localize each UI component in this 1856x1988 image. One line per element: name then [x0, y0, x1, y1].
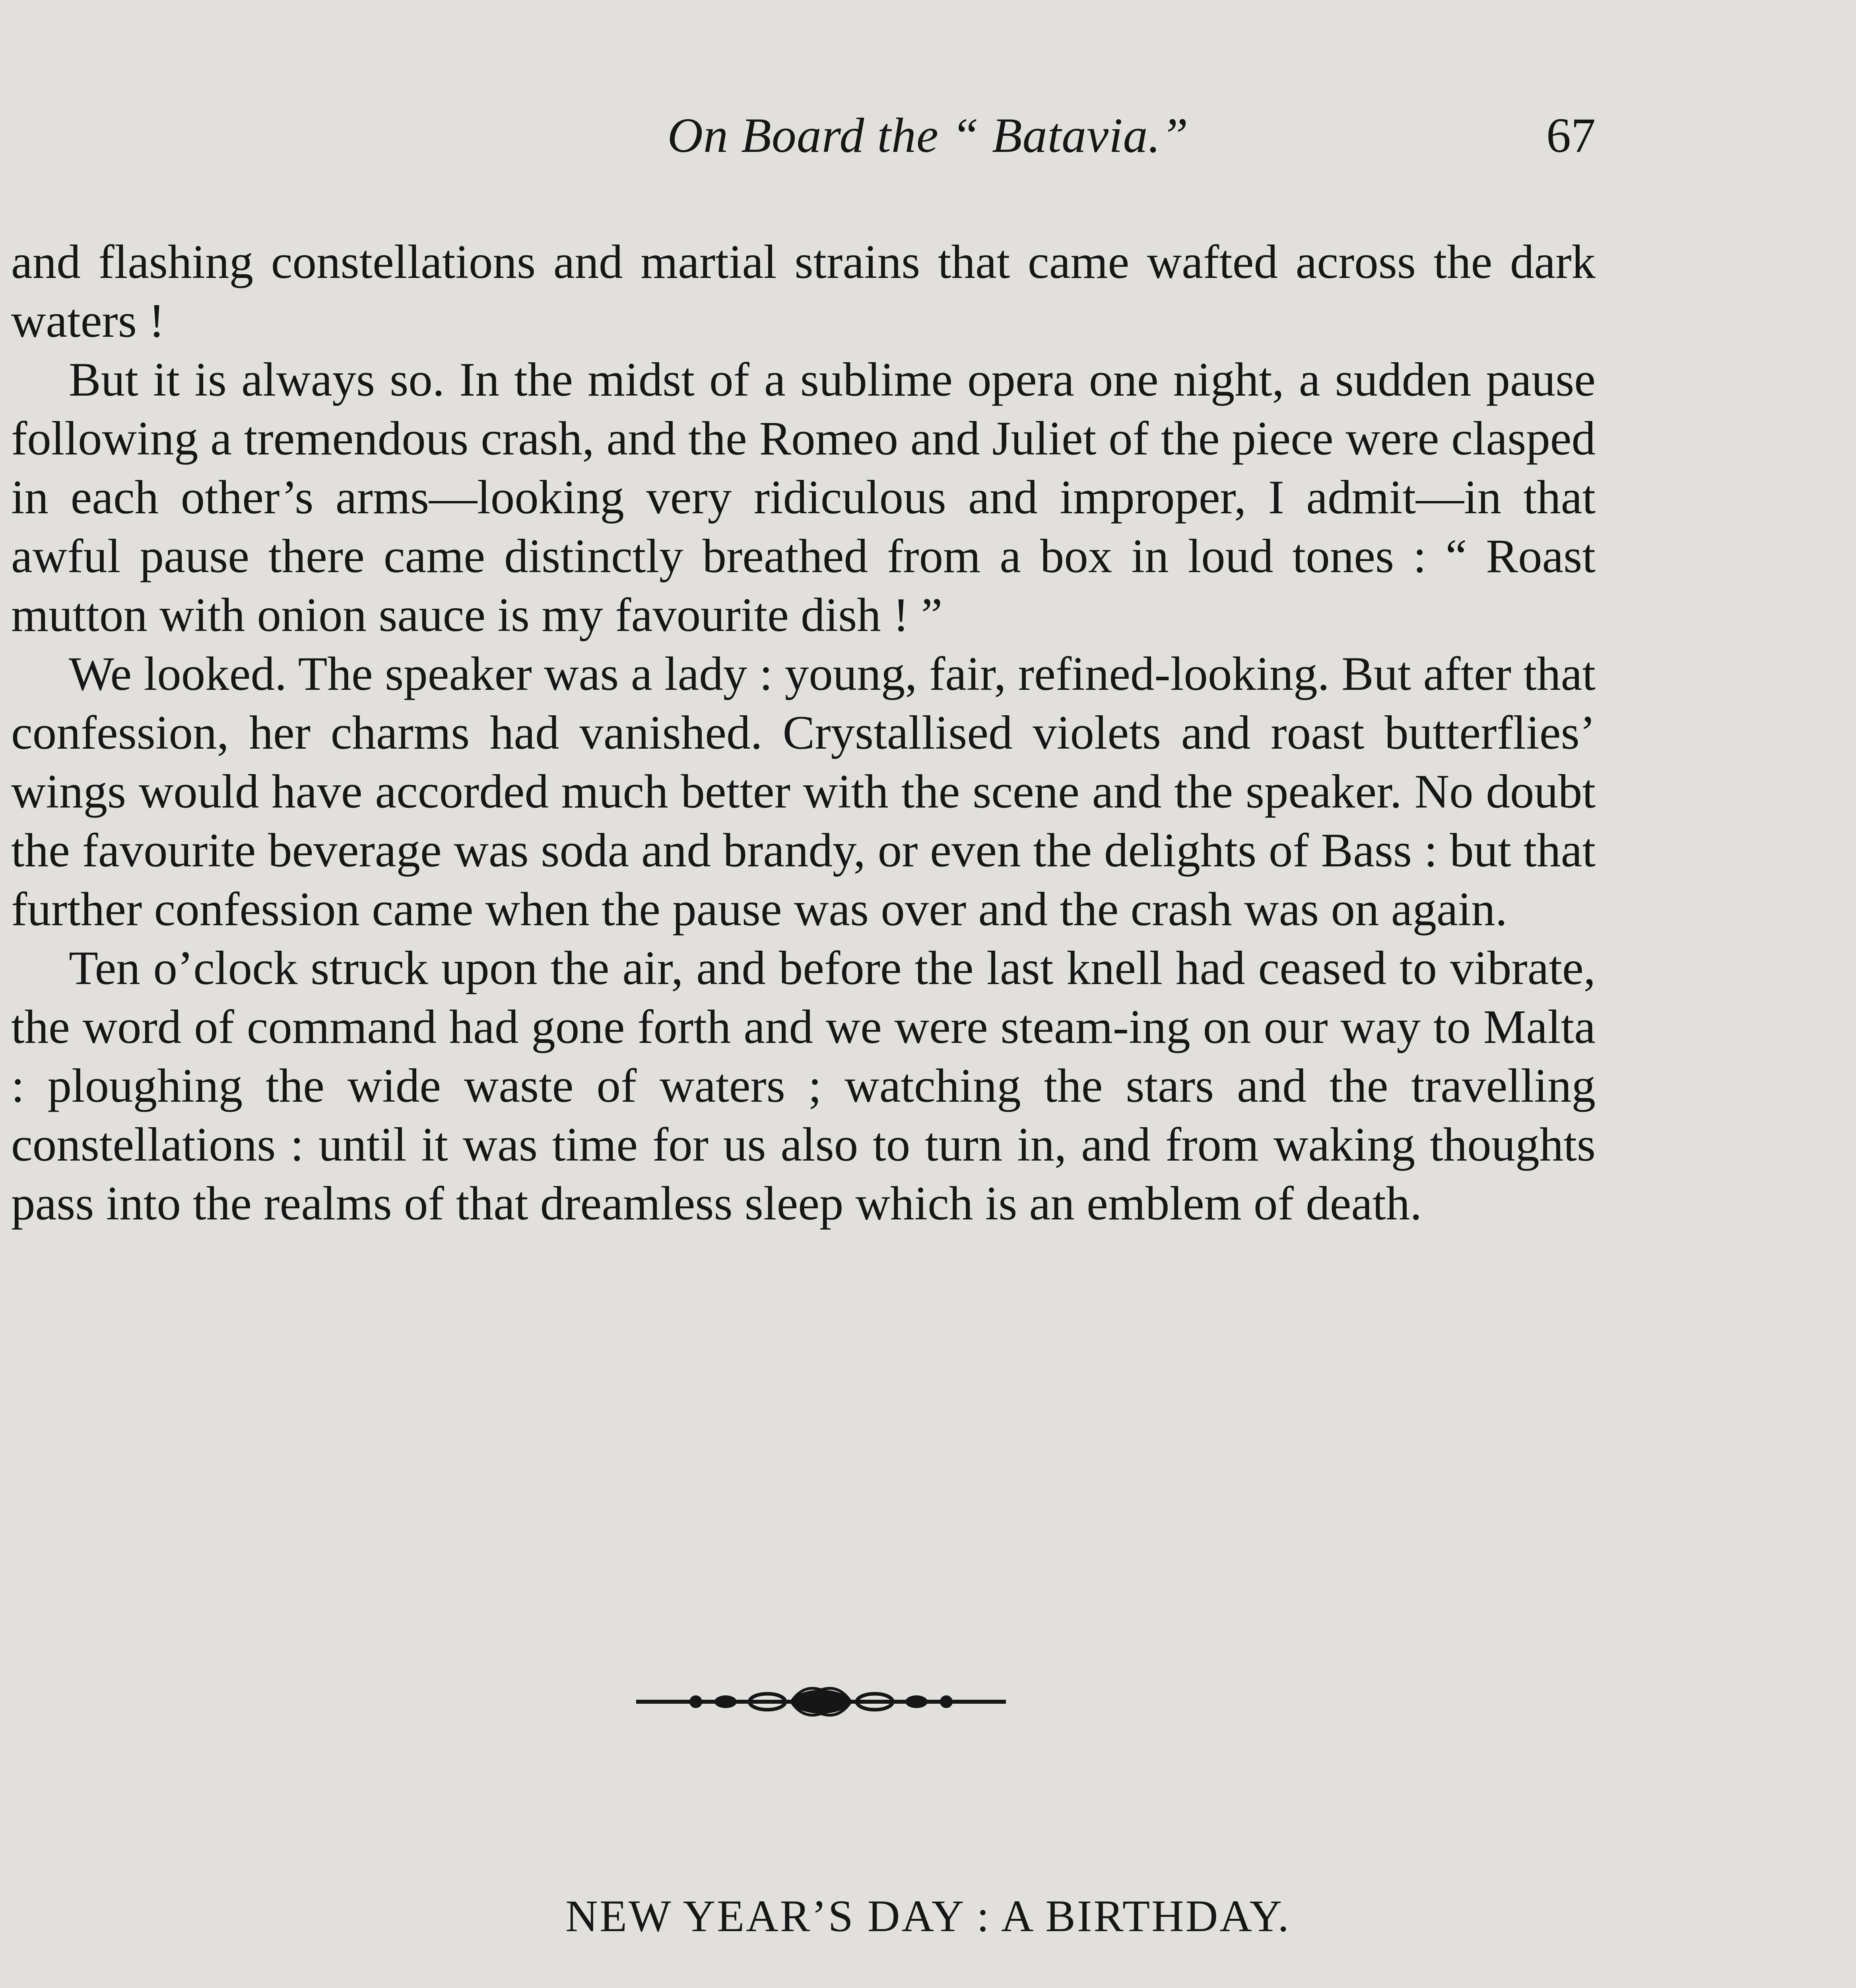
poem-line	[243, 1986, 1280, 1988]
page-header	[0, 107, 1856, 187]
prose-body	[11, 233, 1596, 1233]
running-title: On Board the “ Batavia.”	[667, 108, 1189, 163]
paragraph: But it is always so. In the midst of a sublime opera one night, a sudden pause following a tremendous crash, and the Romeo and Juliet of the piece were clasped in each other’s arms—looking very ridiculous and improper, I admit—in that awful pause there came distinctly breathed from a box in loud tones : “ Roast mutton with onion sauce is my favourite dish ! ”	[11, 353, 1596, 642]
poem-body	[243, 1986, 1280, 1988]
paragraph: We looked. The speaker was a lady : young, fair, refined-looking. But after that confession, her charms had vanished. Crystallised violets and roast butterflies’ wings would have accorded much better with the scene and the speaker. No doubt the favourite beverage was soda and brandy, or even the delights of Bass : but that further confession came when the pause was over and the crash was on again.	[11, 647, 1596, 936]
paragraph: and flashing constellations and martial strains that came wafted across the dark waters !	[11, 235, 1596, 348]
ornamental-divider-icon	[632, 1680, 1010, 1724]
paragraph: Ten o’clock struck upon the air, and before the last knell had ceased to vibrate, the word of command had gone forth and we were steam-ing on our way to Malta : ploughing the wide waste of waters ; watching the stars and the travelling constellations : until it was time for us also to turn in, and from waking thoughts pass into the realms of that dreamless sleep which is an emblem of death.	[11, 942, 1596, 1230]
page-number: 67	[1546, 108, 1596, 163]
poem-title: NEW YEAR’S DAY : A BIRTHDAY.	[565, 1891, 1291, 1941]
